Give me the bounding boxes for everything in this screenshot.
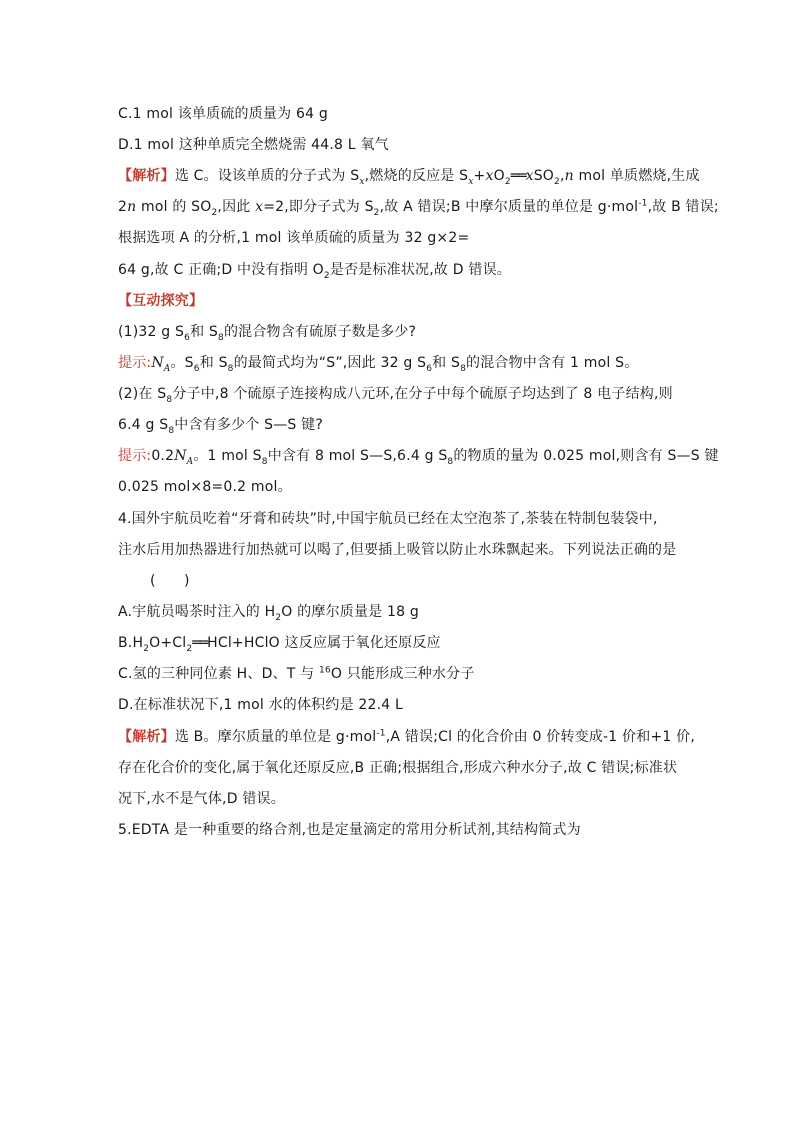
explore-question-2-line-2 [118,415,323,435]
q4-answer-blank: ( ) [150,573,190,589]
variable-n: n [127,199,137,215]
explore-hint-2-line-2: 0.025 mol×8=0.2 mol。 [118,479,292,495]
text: 分子中,8 个硫原子连接构成八元环,在分子中每个硫原子均达到了 8 电子结构,则 [172,386,673,402]
subscript-2: 2 [323,270,330,281]
text: 和 S [432,355,461,371]
text: + [473,168,486,184]
text: ,因此 [217,199,256,215]
text: 。1 mol S [193,448,262,464]
text: (1)32 g S [118,324,185,340]
q3-analysis-line-3: 根据选项 A 的分析,1 mol 该单质硫的质量为 32 g×2= [118,230,470,246]
superscript-minus-1: -1 [638,198,648,209]
variable-x: x [485,168,494,184]
text: HCl+HClO 这反应属于氧化还原反应 [207,635,441,651]
hint-label: 提示: [118,448,152,464]
superscript-16: 16 [319,665,331,676]
subscript-2: 2 [504,176,511,187]
q3-option-d: D.1 mol 这种单质完全燃烧需 44.8 L 氧气 [118,137,389,153]
text: 选 B。摩尔质量的单位是 g·mol [174,729,377,745]
text: ,燃烧的反应是 S [364,168,469,184]
text: N [174,448,187,464]
q4-stem-line-2: 注水后用加热器进行加热就可以喝了,但要插上吸管以防止水珠飘起来。下列说法正确的是 [118,542,677,558]
subscript-A: A [186,456,194,467]
text: mol 的 SO [136,199,212,215]
text: O 的摩尔质量是 18 g [281,604,419,620]
subscript-8: 8 [447,456,454,467]
explore-hint-1 [118,353,638,373]
subscript-2: 2 [186,643,193,654]
text: 2 [118,199,128,215]
explore-question-2-line-1 [118,384,673,404]
text: 中含有 8 mol S—S,6.4 g S [267,448,448,464]
q4-analysis-line-1 [118,727,695,747]
text: O 只能形成三种水分子 [330,666,475,682]
subscript-x: x [359,176,365,187]
q4-analysis-line-3: 况下,水不是气体,D 错误。 [118,791,285,807]
variable-n: n [564,168,574,184]
q4-stem-line-1: 4.国外宇航员吃着“牙膏和砖块”时,中国宇航员已经在太空泡茶了,茶装在特制包装袋中, [118,511,658,527]
equals-arrow: ══ [192,635,208,651]
text: 0.2 [151,448,175,464]
text: 的混合物中含有 1 mol S。 [466,355,639,371]
subscript-6: 6 [426,363,433,374]
text: O+Cl [149,635,187,651]
subscript-8: 8 [227,363,234,374]
variable-x: x [525,168,534,184]
q4-analysis-line-2: 存在化合价的变化,属于氧化还原反应,B 正确;根据组合,形成六种水分子,故 C 错误;标准状 [118,760,678,776]
subscript-2: 2 [143,643,150,654]
q4-option-d: D.在标准状况下,1 mol 水的体积约是 22.4 L [118,697,404,713]
text: ,故 A 错误;B 中摩尔质量的单位是 g·mol [379,199,639,215]
subscript-2: 2 [373,207,380,218]
q5-stem: 5.EDTA 是一种重要的络合剂,也是定量滴定的常用分析试剂,其结构简式为 [118,822,581,838]
text: 。S [170,355,194,371]
text: O [493,168,505,184]
q4-option-b [118,633,441,653]
subscript-x: x [468,176,474,187]
text: B.H [118,635,144,651]
subscript-2: 2 [554,176,560,187]
q3-analysis-line-1 [118,166,700,186]
subscript-8: 8 [261,456,268,467]
subscript-2: 2 [211,207,218,218]
text: 的最简式均为“S”,因此 32 g S [233,355,427,371]
text: ,故 B 错误; [647,199,719,215]
q3-analysis-line-4 [118,260,511,280]
text: ,A 错误;Cl 的化合价由 0 价转变成-1 价和+1 价, [385,729,695,745]
subscript-8: 8 [166,394,173,405]
text: 选 C。设该单质的分子式为 S [174,168,360,184]
variable-x: x [255,199,264,215]
explore-hint-2 [118,446,719,466]
text: 和 S [199,355,228,371]
subscript-A: A [163,363,171,374]
text: A.宇航员喝茶时注入的 H [118,604,276,620]
text: 64 g,故 C 正确;D 中没有指明 O [118,262,324,278]
q4-option-a [118,602,419,622]
subscript-6: 6 [184,332,191,343]
q3-option-c: C.1 mol 该单质硫的质量为 64 g [118,106,328,122]
text: C.氢的三种同位素 H、D、T 与 [118,666,320,682]
text: 的混合物含有硫原子数是多少? [223,324,417,340]
explore-question-1 [118,322,416,342]
text: =2,即分子式为 S [263,199,374,215]
subscript-6: 6 [193,363,200,374]
text: SO [533,168,555,184]
text: 的物质的量为 0.025 mol,则含有 S—S 键 [453,448,719,464]
explore-heading: 【互动探究】 [118,293,204,309]
analysis-tag: 【解析】 [118,168,175,184]
text: 中含有多少个 S—S 键? [174,417,323,433]
text: mol 单质燃烧,生成 [573,168,700,184]
text: 是否是标准状况,故 D 错误。 [329,262,511,278]
subscript-2: 2 [275,612,282,623]
equals-arrow: ══ [510,168,526,184]
subscript-8: 8 [168,425,175,436]
analysis-tag: 【解析】 [118,729,175,745]
hint-label: 提示: [118,355,152,371]
superscript-minus-1: -1 [376,728,386,739]
subscript-8: 8 [460,363,466,374]
q3-analysis-line-2 [118,197,719,217]
subscript-8: 8 [218,332,224,343]
q4-option-c [118,664,475,684]
text: 和 S [190,324,218,340]
text: (2)在 S [118,386,167,402]
text: 6.4 g S [118,417,169,433]
text: , [559,168,565,184]
text: N [151,355,164,371]
